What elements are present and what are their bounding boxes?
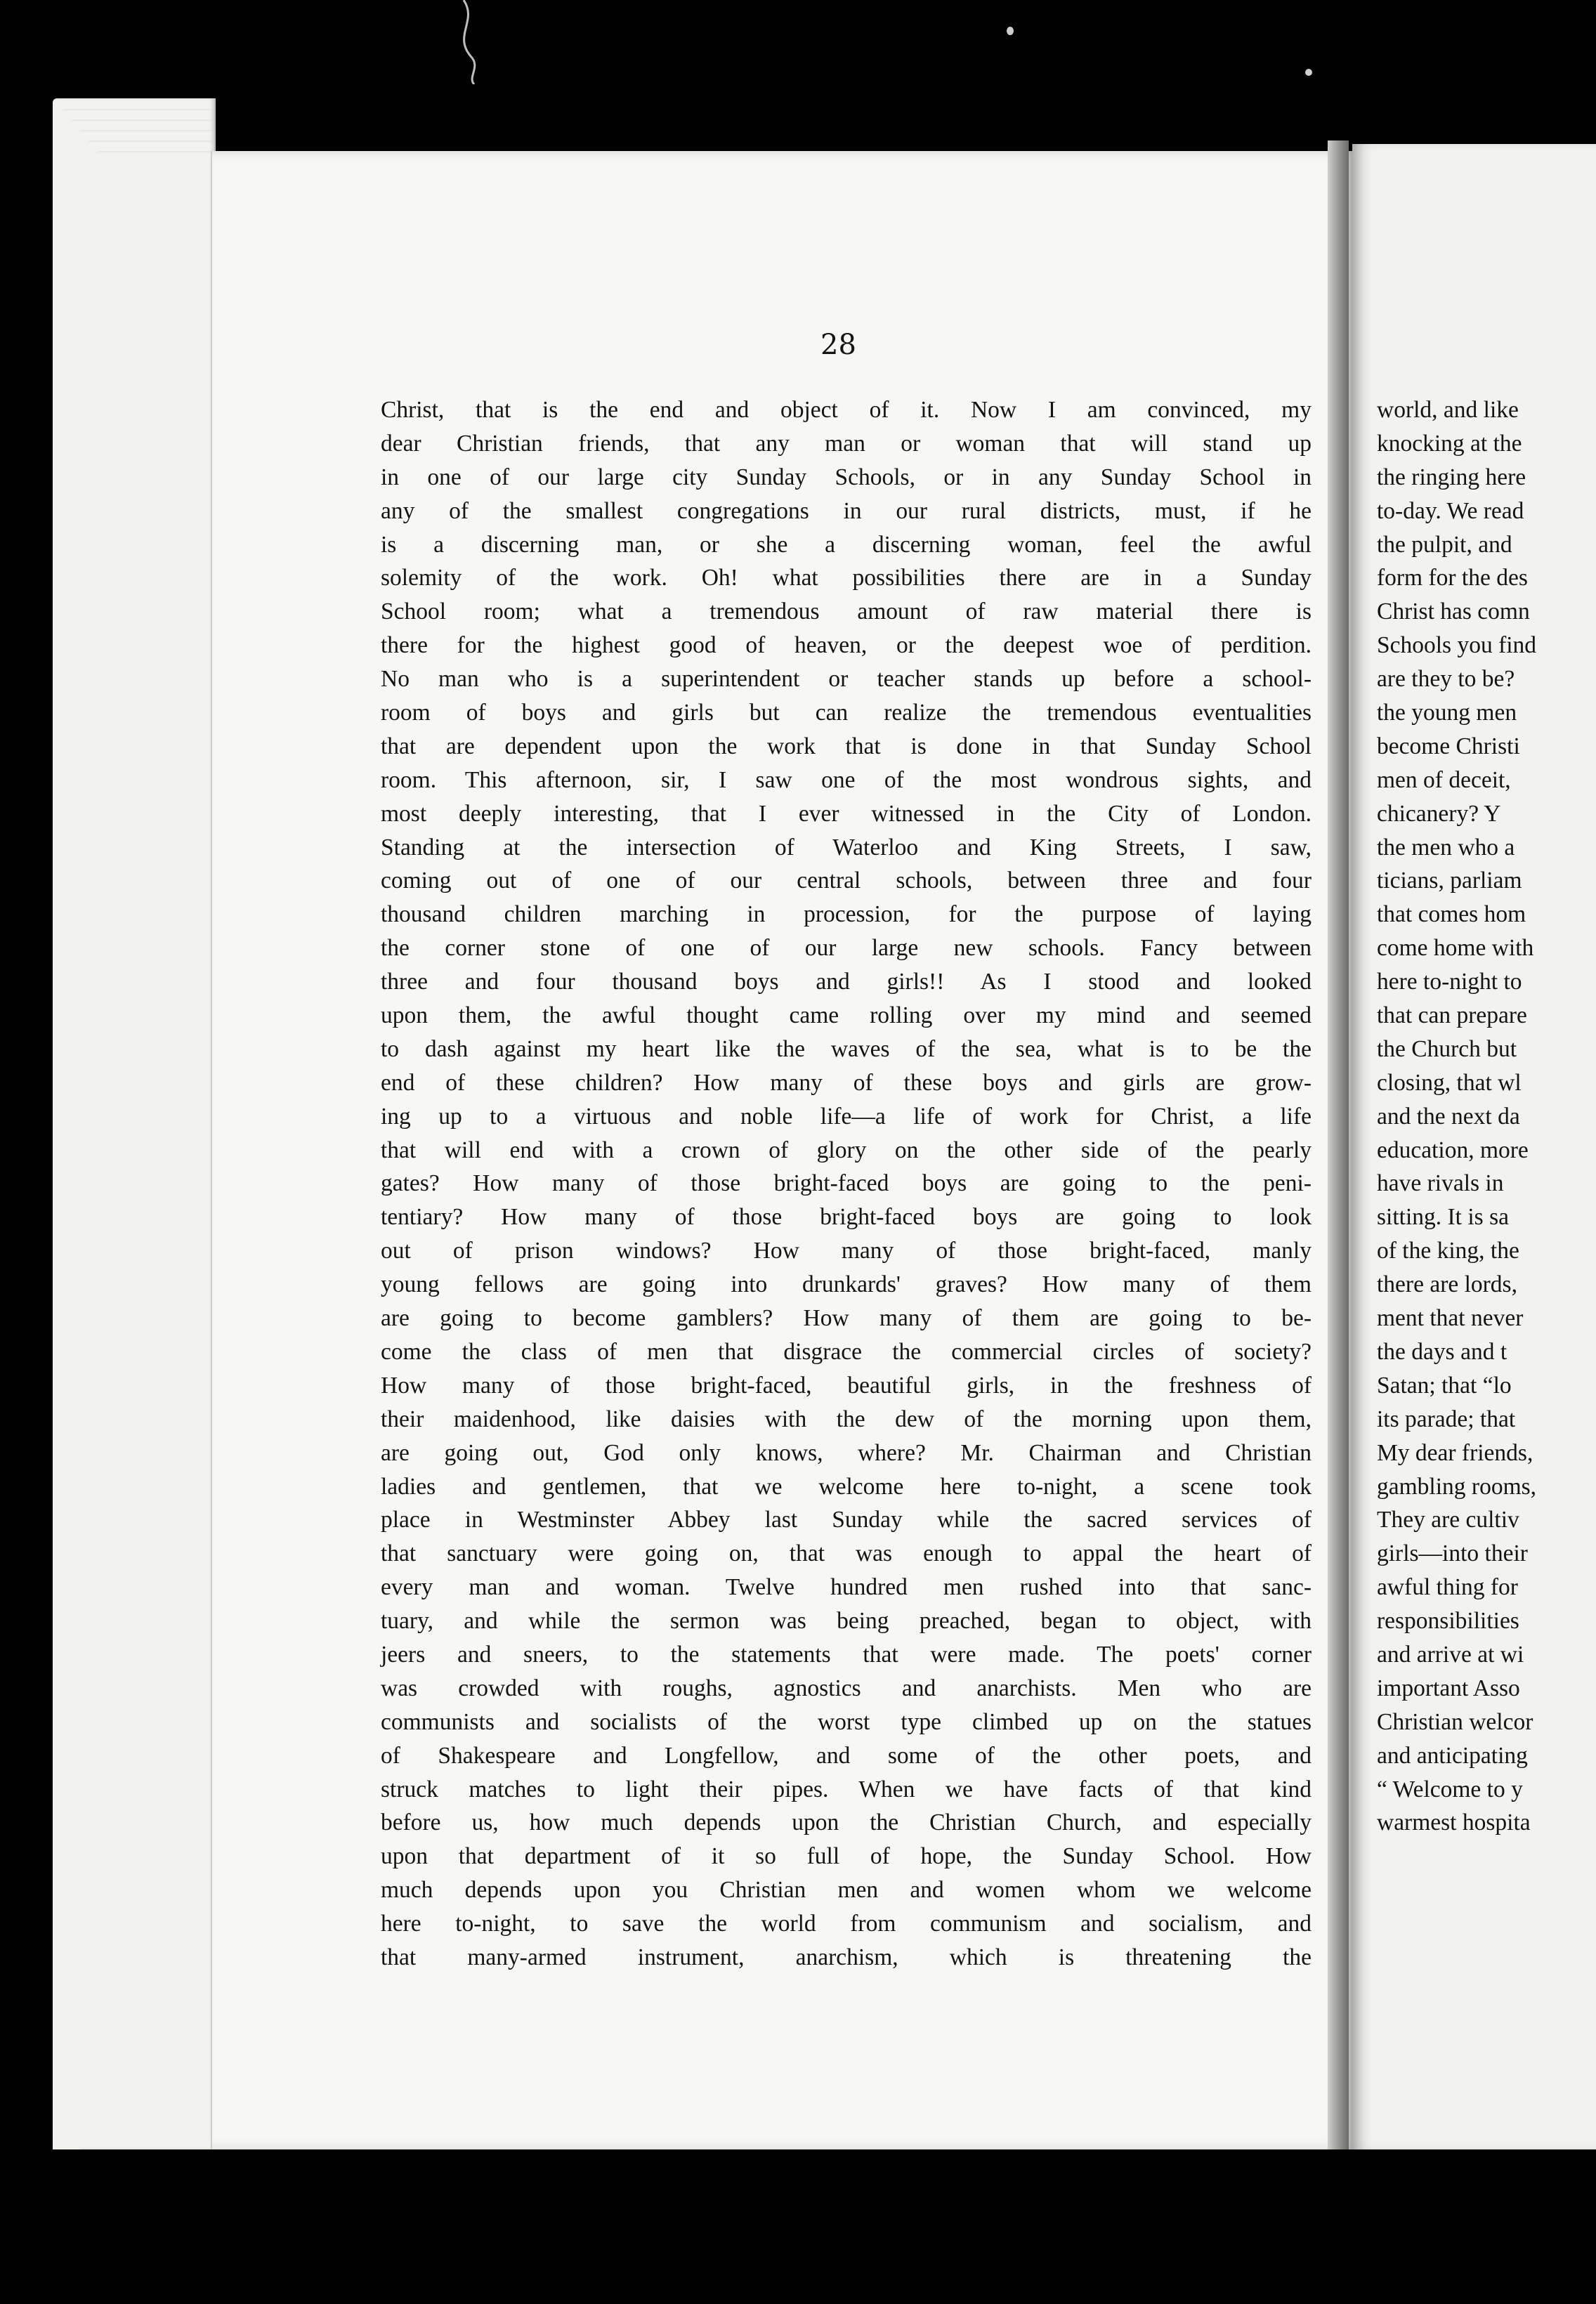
text-line: that sanctuary were going on, that was enough to appal the heart of (381, 1540, 1312, 1567)
scan-speck (1007, 27, 1014, 35)
text-line: solemity of the work. Oh! what possibilities there are in a Sunday (381, 565, 1312, 591)
text-line: ing up to a virtuous and noble life—a life of work for Christ, a life (381, 1103, 1312, 1130)
facing-text-line: form for the des (1377, 565, 1528, 591)
text-line: three and four thousand boys and girls!! As I stood and looked (381, 969, 1312, 995)
text-line: School room; what a tremendous amount of raw material there is (381, 598, 1312, 625)
facing-text-line: of the king, the (1377, 1238, 1519, 1264)
page-number: 28 (820, 329, 856, 361)
facing-text-line: to-day. We read (1377, 497, 1524, 524)
book-gutter (1328, 140, 1349, 2156)
facing-text-line: responsibilities (1377, 1608, 1519, 1635)
facing-text-line: men of deceit, (1377, 766, 1511, 793)
facing-text-line: there are lords, (1377, 1271, 1517, 1298)
facing-text-line: Christ has comn (1377, 598, 1530, 625)
facing-text-line: the men who a (1377, 834, 1515, 860)
text-line: much depends upon you Christian men and women whom we welcome (381, 1877, 1312, 1904)
facing-text-line: ticians, parliam (1377, 868, 1522, 894)
text-line: before us, how much depends upon the Christian Church, and especially (381, 1809, 1312, 1836)
facing-text-line: “ Welcome to y (1377, 1776, 1523, 1802)
facing-text-line: come home with (1377, 935, 1534, 962)
text-line: to dash against my heart like the waves of the sea, what is to be the (381, 1035, 1312, 1062)
text-line: here to-night, to save the world from communism and socialism, and (381, 1911, 1312, 1937)
facing-text-line: the young men (1377, 700, 1517, 726)
facing-text-line: its parade; that (1377, 1406, 1516, 1432)
facing-text-line: the Church but (1377, 1035, 1517, 1062)
text-line: that many-armed instrument, anarchism, which is threatening the (381, 1944, 1312, 1970)
facing-text-line: knocking at the (1377, 430, 1522, 457)
facing-text-line: that can prepare (1377, 1002, 1527, 1029)
text-line: any of the smallest congregations in our rural districts, must, if he (381, 497, 1312, 524)
facing-text-line: that comes hom (1377, 901, 1526, 928)
text-line: tentiary? How many of those bright-faced boys are going to look (381, 1204, 1312, 1231)
text-line: of Shakespeare and Longfellow, and some of the other poets, and (381, 1742, 1312, 1769)
facing-text-line: warmest hospita (1377, 1809, 1531, 1836)
facing-text-line: ment that never (1377, 1305, 1524, 1332)
text-line: Christ, that is the end and object of it. Now I am convinced, my (381, 397, 1312, 423)
text-line: room of boys and girls but can realize the tremendous eventualities (381, 700, 1312, 726)
text-line: tuary, and while the sermon was being preached, began to object, with (381, 1608, 1312, 1635)
text-line: come the class of men that disgrace the commercial circles of society? (381, 1338, 1312, 1365)
text-line: are going to become gamblers? How many of them are going to be- (381, 1305, 1312, 1332)
text-line: their maidenhood, like daisies with the dew of the morning upon them, (381, 1406, 1312, 1432)
facing-text-line: are they to be? (1377, 666, 1515, 693)
text-line: the corner stone of one of our large new schools. Fancy between (381, 935, 1312, 962)
text-line: communists and socialists of the worst type climbed up on the statues (381, 1708, 1312, 1735)
facing-text-line: and the next da (1377, 1103, 1520, 1130)
text-line: there for the highest good of heaven, or the deepest woe of perdition. (381, 632, 1312, 659)
text-line: that will end with a crown of glory on the other side of the pearly (381, 1137, 1312, 1163)
facing-text-line: the days and t (1377, 1338, 1507, 1365)
scan-speck (1305, 69, 1312, 76)
facing-text-line: world, and like (1377, 397, 1519, 423)
text-line: was crowded with roughs, agnostics and anarchists. Men who are (381, 1675, 1312, 1701)
facing-text-line: Schools you find (1377, 632, 1537, 659)
text-line: How many of those bright-faced, beautiful girls, in the freshness of (381, 1372, 1312, 1399)
text-line: place in Westminster Abbey last Sunday while the sacred services of (381, 1507, 1312, 1533)
text-line: gates? How many of those bright-faced boys are going to the peni- (381, 1170, 1312, 1197)
facing-text-line: important Asso (1377, 1675, 1520, 1701)
text-line: room. This afternoon, sir, I saw one of the most wondrous sights, and (381, 766, 1312, 793)
text-line: every man and woman. Twelve hundred men rushed into that sanc- (381, 1574, 1312, 1601)
facing-text-line: Satan; that “lo (1377, 1372, 1512, 1399)
facing-text-line: education, more (1377, 1137, 1529, 1163)
facing-text-line: girls—into their (1377, 1540, 1528, 1567)
text-line: jeers and sneers, to the statements that were made. The poets' corner (381, 1641, 1312, 1668)
text-line: out of prison windows? How many of those bright-faced, manly (381, 1238, 1312, 1264)
facing-text-line: and arrive at wi (1377, 1641, 1524, 1668)
facing-text-line: become Christi (1377, 733, 1520, 759)
text-line: ladies and gentlemen, that we welcome here to-night, a scene took (381, 1473, 1312, 1500)
facing-text-line: Christian welcor (1377, 1708, 1533, 1735)
facing-text-line: They are cultiv (1377, 1507, 1519, 1533)
text-line: struck matches to light their pipes. When we have facts of that kind (381, 1776, 1312, 1802)
book-page-edges (53, 84, 221, 2156)
facing-text-line: sitting. It is sa (1377, 1204, 1509, 1231)
facing-text-line: the pulpit, and (1377, 531, 1512, 558)
facing-text-line: gambling rooms, (1377, 1473, 1537, 1500)
text-line: most deeply interesting, that I ever witnessed in the City of London. (381, 800, 1312, 827)
scan-hair-artifact (450, 0, 492, 84)
facing-text-line: and anticipating (1377, 1742, 1528, 1769)
text-line: coming out of one of our central schools, between three and four (381, 868, 1312, 894)
text-line: is a discerning man, or she a discerning woman, feel the awful (381, 531, 1312, 558)
text-line: young fellows are going into drunkards' graves? How many of them (381, 1271, 1312, 1298)
facing-text-line: awful thing for (1377, 1574, 1518, 1601)
text-line: end of these children? How many of these boys and girls are grow- (381, 1069, 1312, 1096)
text-line: No man who is a superintendent or teacher stands up before a school- (381, 666, 1312, 693)
facing-text-line: closing, that wl (1377, 1069, 1522, 1096)
text-line: in one of our large city Sunday Schools, or in any Sunday School in (381, 464, 1312, 490)
text-line: are going out, God only knows, where? Mr. Chairman and Christian (381, 1439, 1312, 1466)
text-line: upon that department of it so full of hope, the Sunday School. How (381, 1843, 1312, 1870)
scan-bottom-margin (0, 2149, 1596, 2304)
facing-text-line: here to-night to (1377, 969, 1522, 995)
facing-text-line: chicanery? Y (1377, 800, 1501, 827)
text-line: Standing at the intersection of Waterloo and King Streets, I saw, (381, 834, 1312, 860)
facing-text-line: the ringing here (1377, 464, 1526, 490)
text-line: thousand children marching in procession, for the purpose of laying (381, 901, 1312, 928)
facing-page-text (1377, 393, 1596, 1840)
facing-text-line: have rivals in (1377, 1170, 1504, 1197)
body-text (381, 393, 1312, 1975)
facing-text-line: My dear friends, (1377, 1439, 1533, 1466)
text-line: dear Christian friends, that any man or woman that will stand up (381, 430, 1312, 457)
text-line: upon them, the awful thought came rolling over my mind and seemed (381, 1002, 1312, 1029)
text-line: that are dependent upon the work that is done in that Sunday School (381, 733, 1312, 759)
